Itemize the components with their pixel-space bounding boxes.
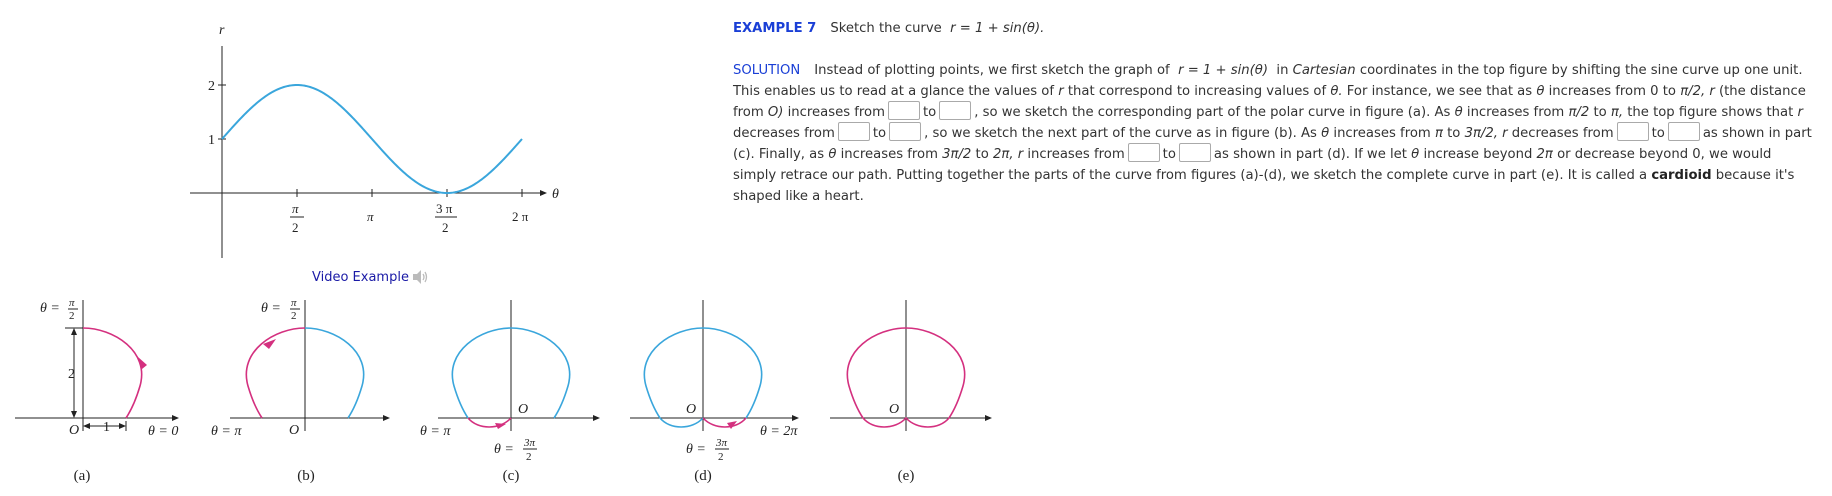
solution-text: Instead of plotting points, we first sketch the graph of: [814, 63, 1170, 78]
solution-eq: r = 1 + sin(θ): [1178, 63, 1269, 78]
answer-input-1[interactable]: [888, 101, 920, 120]
solution-text: that correspond to increasing values of: [1067, 84, 1327, 99]
y-tick-label-2: 2: [208, 79, 215, 94]
answer-input-4[interactable]: [889, 122, 921, 141]
speaker-icon: [412, 269, 430, 285]
panel-a-dim-2-arrow-down: [71, 411, 77, 418]
solution-em: θ.: [1330, 84, 1343, 99]
x-tick-label-2pi: 2 π: [512, 209, 529, 224]
panel-c-theta-bottom-den: 2: [526, 451, 532, 463]
y-axis-label: r: [219, 23, 225, 38]
cartesian-graph: [180, 10, 560, 265]
solution-text: to: [1162, 147, 1176, 162]
answer-input-2[interactable]: [939, 101, 971, 120]
solution-text: increases from: [1466, 105, 1565, 120]
panel-d: [610, 296, 820, 466]
panel-c-magenta-curve: [468, 418, 511, 427]
solution-text: coordinates in the top figure by shifting the sine curve up one unit. This enables us to read at a glance the values of: [733, 63, 1803, 99]
solution-text: For instance, we see that as: [1346, 84, 1533, 99]
x-axis-arrow: [540, 190, 547, 196]
solution-text: to: [1593, 105, 1607, 120]
panel-a-len2: 2: [68, 367, 75, 382]
panel-a-dim-1-arrow-r: [119, 423, 126, 429]
example-prompt: Sketch the curve: [830, 21, 942, 36]
panel-b: [205, 296, 395, 456]
panel-e-origin: O: [889, 402, 900, 417]
panel-c: [418, 296, 608, 466]
x-tick-label-3pi-2-num: 3 π: [436, 201, 453, 216]
solution-em: 2π, r: [992, 147, 1024, 162]
solution-em: O): [767, 105, 784, 120]
panel-d-origin: O: [686, 402, 697, 417]
example-header: [733, 18, 1813, 39]
solution-text: to: [922, 105, 937, 120]
panel-a-theta-right: θ = 0: [148, 424, 179, 439]
solution-text: increase beyond: [1423, 147, 1533, 162]
panel-a-theta-top-den: 2: [69, 310, 75, 322]
panel-d-theta-bottom-den: 2: [718, 451, 724, 463]
solution-em: Cartesian: [1292, 63, 1356, 78]
solution-em: π/2, r: [1680, 84, 1715, 99]
solution-text: decreases from: [733, 126, 835, 141]
solution-em: θ: [1411, 147, 1420, 162]
solution-text: increases from: [840, 147, 938, 162]
caption-c: (c): [502, 468, 520, 484]
solution-text: as shown in part (d). If we let: [1213, 147, 1407, 162]
video-example-label[interactable]: Video Example: [312, 269, 409, 285]
panel-a-x-arrow: [172, 415, 179, 421]
solution-em: r: [1797, 105, 1803, 120]
panel-a-curve: [83, 328, 142, 418]
solution-text: to: [872, 126, 887, 141]
x-tick-label-pi-2-den: 2: [292, 220, 299, 235]
answer-input-5[interactable]: [1617, 122, 1649, 141]
solution-em: θ: [828, 147, 837, 162]
panel-a-theta-top: θ =: [40, 301, 60, 316]
panel-b-blue-curve: [305, 328, 364, 418]
solution-label: SOLUTION: [733, 63, 801, 78]
panel-c-theta-bottom-num: 3π: [524, 437, 536, 449]
solution-text: the top figure shows that: [1627, 105, 1794, 120]
panel-e: [820, 296, 1000, 456]
solution-text: to: [1447, 126, 1461, 141]
panel-b-magenta-curve: [246, 328, 305, 418]
solution-text: (the distance from: [733, 84, 1806, 120]
panel-d-magenta-curve: [703, 418, 746, 427]
solution-text: , so we sketch the next part of the curve as in figure (b). As: [924, 126, 1317, 141]
panel-c-theta-bottom: θ =: [494, 442, 514, 457]
answer-input-6[interactable]: [1668, 122, 1700, 141]
solution-paragraph: [733, 60, 1813, 207]
solution-em: π: [1434, 126, 1443, 141]
y-tick-label-1: 1: [208, 133, 215, 148]
solution-em: 2π: [1536, 147, 1553, 162]
solution-em: θ: [1454, 105, 1463, 120]
panel-a-origin: O: [69, 423, 80, 438]
panel-a: [10, 296, 190, 456]
panel-d-x-arrow: [792, 415, 799, 421]
caption-a: (a): [73, 468, 91, 484]
solution-text: or decrease beyond 0, we would simply retrace our path. Putting together the parts of the curve from figures (a)-(d), we sketch the complete curve in part (e). It is called a: [733, 147, 1772, 183]
caption-e: (e): [897, 468, 915, 484]
solution-em: 3π/2, r: [1464, 126, 1508, 141]
solution-em: π/2: [1568, 105, 1590, 120]
solution-text: because it's shaped like a heart.: [733, 168, 1795, 204]
panel-a-len1: 1: [103, 420, 110, 435]
panel-a-dim-2-arrow-up: [71, 328, 77, 335]
panel-a-dim-1-arrow-l: [83, 423, 90, 429]
panel-b-x-arrow: [383, 415, 390, 421]
solution-em: r: [1058, 84, 1064, 99]
panel-c-theta-left: θ = π: [420, 424, 451, 439]
solution-em: θ: [1321, 126, 1330, 141]
answer-input-8[interactable]: [1179, 143, 1211, 162]
panel-e-x-arrow: [985, 415, 992, 421]
example-label: EXAMPLE 7: [733, 21, 817, 36]
solution-em: θ: [1536, 84, 1545, 99]
x-tick-label-pi-2-num: π: [292, 201, 299, 216]
panel-a-theta-top-num: π: [69, 297, 75, 309]
panel-b-theta-left: θ = π: [211, 424, 242, 439]
caption-b: (b): [297, 468, 315, 484]
sine-curve: [222, 85, 522, 193]
solution-em: 3π/2: [942, 147, 972, 162]
panel-b-theta-top-num: π: [291, 297, 297, 309]
solution-text: increases from 0 to: [1548, 84, 1676, 99]
answer-input-3[interactable]: [838, 122, 870, 141]
panel-c-x-arrow: [593, 415, 600, 421]
panel-b-theta-top: θ =: [261, 301, 281, 316]
solution-text: in: [1276, 63, 1289, 78]
example-equation: r = 1 + sin(θ).: [950, 21, 1045, 36]
solution-text: to: [1651, 126, 1665, 141]
panel-d-theta-bottom-num: 3π: [716, 437, 728, 449]
panel-d-theta-bottom: θ =: [686, 442, 706, 457]
example-text: [733, 18, 1813, 207]
panel-b-origin: O: [289, 423, 300, 438]
solution-text: increases from: [1027, 147, 1125, 162]
answer-input-7[interactable]: [1128, 143, 1160, 162]
x-axis-label: θ: [552, 187, 559, 202]
solution-text: decreases from: [1511, 126, 1614, 141]
cardioid-term: cardioid: [1651, 168, 1712, 183]
solution-text: increases from: [1333, 126, 1431, 141]
solution-text: to: [975, 147, 989, 162]
solution-em: π,: [1610, 105, 1624, 120]
panel-c-origin: O: [518, 402, 529, 417]
video-example-link[interactable]: [312, 269, 430, 285]
x-tick-label-3pi-2-den: 2: [442, 220, 449, 235]
solution-text: increases from: [787, 105, 885, 120]
panel-b-theta-top-den: 2: [291, 310, 297, 322]
x-tick-label-pi: π: [367, 209, 374, 224]
solution-text: , so we sketch the corresponding part of the polar curve in figure (a). As: [974, 105, 1451, 120]
panel-c-arrow-icon: [495, 423, 506, 429]
panel-d-theta-right: θ = 2π: [760, 424, 798, 439]
solution-text: as shown in part (c). Finally, as: [733, 126, 1812, 162]
caption-d: (d): [694, 468, 712, 484]
